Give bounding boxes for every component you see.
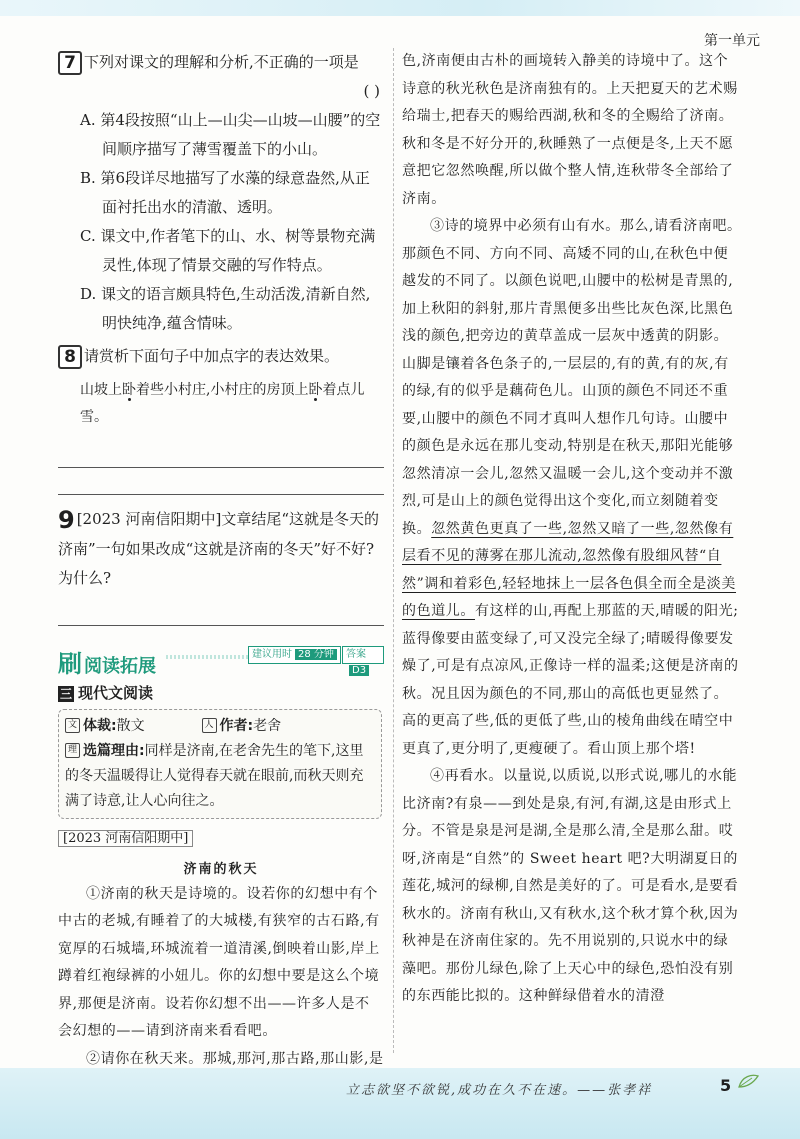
reason-icon: 理 — [65, 743, 80, 758]
option-c[interactable]: C. 课文中,作者笔下的山、水、树等景物充满灵性,体现了情景交融的写作特点。 — [80, 227, 376, 274]
article-paragraph-4: ④再看水。以量说,以质说,以形式说,哪儿的水能比济南?有泉——到处是泉,有河,有湖,这是由形式上分。不管是泉是河是湖,全是那么清,全是那么甜。哎呀,济南是“自然”的 Sweet heart 吧?大明湖夏日的莲花,城河的绿柳,自然是美好的了。可是看水,是要看秋水的。济南有秋山,又有秋水,这个秋才算个秋,因为秋神是在济南住家的。先不用说别的,只说水中的绿藻吧。那份儿绿色,除了上天心中的绿色,恐怕没有别的东西能比拟的。这种鲜绿借着水的清澄 — [402, 768, 739, 1004]
left-column — [58, 48, 384, 1101]
column-divider — [393, 48, 394, 1053]
unit-label: 第一单元 — [704, 33, 760, 49]
banner-title: 刷 阅读拓展 — [58, 644, 164, 679]
question-7 — [58, 48, 384, 338]
quoted-sentence: 山坡上卧着些小村庄,小村庄的房顶上卧着点儿雪。 — [80, 382, 365, 425]
question-7-text: 下列对课文的理解和分析,不正确的一项是 — [84, 53, 359, 71]
leaf-icon — [736, 1072, 760, 1090]
option-b[interactable]: B. 第6段详尽地描写了水藻的绿意盎然,从正面衬托出水的清澈、透明。 — [80, 169, 370, 216]
section-heading: 三 现代文阅读 — [59, 683, 154, 702]
article-title: 济南的秋天 — [183, 861, 259, 877]
book-icon: 文 — [65, 718, 80, 733]
right-column — [402, 48, 742, 1011]
question-7-stem — [58, 48, 384, 77]
dotted-char: 卧 — [308, 382, 323, 398]
underlined-passage: 忽然黄色更真了一些,忽然又暗了一些,忽然像有层看不见的薄雾在那儿流动,忽然像有股细风替“自然”调和着彩色,轻轻地抹上一层各色俱全而全是淡美的色道儿。 — [402, 520, 737, 619]
time-tag: 建议用时 28 分钟 — [248, 646, 341, 664]
question-number-badge: 8 — [58, 345, 82, 369]
source-tag: [2023 河南信阳期中] — [58, 827, 384, 846]
article-paragraph-1: ①济南的秋天是诗境的。设若你的幻想中有个中古的老城,有睡着了的大城楼,有狭窄的古石路,有宽厚的石城墙,环城流着一道清溪,倒映着山影,岸上蹲着红袍绿裤的小妞儿。你的幻想中要是这么个境界,那便是济南。设若你幻想不出——许多人是不会幻想的——请到济南来看看吧。 — [58, 885, 380, 1039]
footer-motto: 立志欲坚不欲锐,成功在久不在速。——张孝祥 — [346, 1083, 653, 1098]
info-box: 文 体裁:散文 人 作者:老舍 理 选篇理由:同样是济南,在老舍先生的笔下,这里的冬天温暖得让人觉得春天就在眼前,而秋天则充满了诗意,让人心向往之。 — [58, 709, 382, 819]
dotted-char: 卧 — [122, 382, 136, 398]
question-8-text: 请赏析下面句子中加点字的表达效果。 — [84, 347, 340, 365]
question-number: 9 — [58, 505, 75, 534]
question-9-text: [2023 河南信阳期中]文章结尾“这就是冬天的济南”一句如果改成“这就是济南的冬天”好不好?为什么? — [58, 510, 380, 587]
reading-banner — [58, 644, 384, 678]
question-9 — [58, 505, 384, 626]
page-number: 5 — [720, 1076, 732, 1095]
answer-parentheses[interactable]: ( ) — [363, 82, 380, 100]
answer-line[interactable] — [58, 603, 384, 626]
answer-line[interactable] — [58, 472, 384, 495]
person-icon: 人 — [202, 718, 217, 733]
section-number: 三 — [59, 686, 72, 701]
brand-mark: 刷 — [58, 649, 82, 678]
option-a[interactable]: A. 第4段按照“山上—山尖—山坡—山腰”的空间顺序描写了薄雪覆盖下的小山。 — [80, 111, 381, 158]
top-band — [0, 0, 800, 16]
article-paragraph-3: ③诗的境界中必须有山有水。那么,请看济南吧。那颜色不同、方向不同、高矮不同的山,在秋色中便越发的不同了。以颜色说吧,山腰中的松树是青黑的,加上秋阳的斜射,那片青黑便多出些比灰色深,比黑色浅的颜色,把旁边的黄草盖成一层灰中透黄的阴影。山脚是镶着各色条子的,一层层的,有的黄,有的灰,有的绿,有的似乎是藕荷色儿。山顶的颜色不同还不重要,山腰中的颜色不同才真叫人想作几句诗。山腰中的颜色是永远在那儿变动,特别是在秋天,那阳光能够忽然清凉一会儿,忽然又温暖一会儿,这个变动并不激烈,可是山上的颜色觉得出这个变化,而立刻随着变换。忽然黄色更真了一些,忽然又暗了一些,忽然像有层看不见的薄雾在那儿流动,忽然像有股细风替“自然”调和着彩色,轻轻地抹上一层各色俱全而全是淡美的色道儿。有这样的山,再配上那蓝的天,晴暖的阳光;蓝得像要由蓝变绿了,可又没完全绿了;晴暖得像要发燥了,可是有点凉风,正像诗一样的温柔;这便是济南的秋。况且因为颜色的不同,那山的高低也更显然了。高的更高了些,低的更低了些,山的棱角曲线在晴空中更真了,更分明了,更瘦硬了。看山顶上那个塔! — [402, 218, 742, 757]
answer-line[interactable] — [58, 445, 384, 468]
article-paragraph-2-cont: 色,济南便由古朴的画境转入静美的诗境中了。这个诗意的秋光秋色是济南独有的。上天把夏天的艺术赐给瑞士,把春天的赐给西湖,秋和冬的全赐给了济南。秋和冬是不好分开的,秋睡熟了一点便是冬,上天不愿意把它忽然唤醒,所以做个整人情,连秋带冬全部给了济南。 — [402, 53, 738, 207]
option-d[interactable]: D. 课文的语言颇具特色,生动活泼,清新自然,明快纯净,蕴含情味。 — [80, 285, 371, 332]
question-8 — [58, 342, 384, 495]
article-paragraph-2: ②请你在秋天来。那城,那河,那古路,那山影,是 — [86, 1050, 384, 1067]
question-number-badge: 7 — [58, 51, 82, 75]
answer-tag[interactable]: 答案D3 — [342, 646, 384, 664]
